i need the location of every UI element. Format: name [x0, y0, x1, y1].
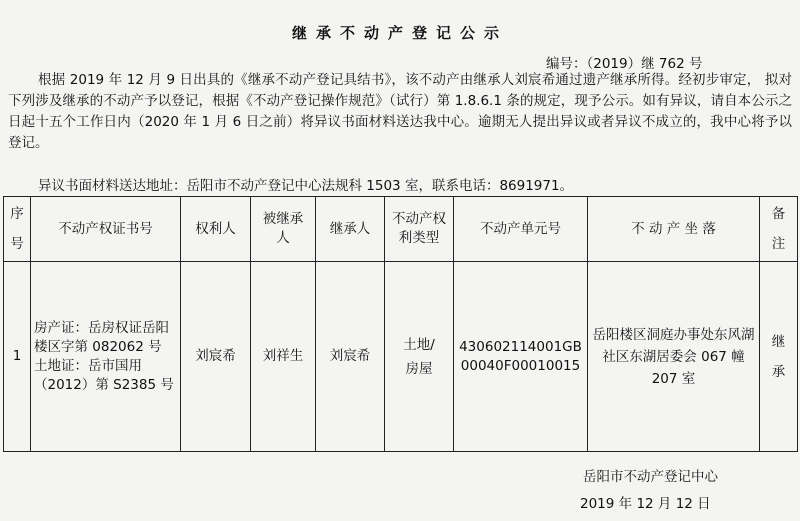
registration-table: [3, 196, 798, 452]
table-row: [4, 262, 798, 452]
cert-land: 土地证：岳市国用（2012）第 S2385 号: [34, 357, 174, 393]
header-decedent: 被继承人: [251, 197, 316, 262]
document-title: 继承不动产登记公示: [291, 24, 508, 42]
cell-location: 岳阳楼区洞庭办事处东风湖社区东湖居委会 067 幢 207 室: [588, 262, 760, 452]
header-location: 不 动 产 坐 落: [588, 197, 760, 262]
header-heir: 继承人: [316, 197, 385, 262]
cell-note: 继承: [760, 262, 798, 452]
cell-heir: 刘宸希: [316, 262, 385, 452]
document-number: 编号：（2019）继 762 号: [546, 56, 703, 72]
cell-unit-no: 430602114001GB00040F00010015: [454, 262, 588, 452]
cell-cert: [31, 262, 181, 452]
header-owner: 权利人: [181, 197, 251, 262]
header-note: 备注: [760, 197, 798, 262]
header-seq: 序号: [4, 197, 31, 262]
cell-owner: 刘宸希: [181, 262, 251, 452]
cell-decedent: 刘祥生: [251, 262, 316, 452]
cell-seq: 1: [4, 262, 31, 452]
issuer-signature: 岳阳市不动产登记中心: [583, 469, 718, 485]
header-unit-no: 不动产单元号: [454, 197, 588, 262]
objection-address-line: 异议书面材料送达地址：岳阳市不动产登记中心法规科 1503 室，联系电话：8691971。: [38, 178, 574, 194]
announcement-body: [8, 70, 792, 154]
table-header-row: [4, 197, 798, 262]
cell-right-type: 土地/房屋: [385, 262, 454, 452]
announcement-paragraph: 根据 2019 年 12 月 9 日出具的《继承不动产登记具结书》，该不动产由继承人刘宸希通过遗产继承所得。经初步审定， 拟对下列涉及继承的不动产予以登记，根据《不动产登记操作规范》（试行）第 1.8.6.1 条的规定，现予公示。如有异议，请自本公示之日起十五个工作日内（2020 年 1 月 6 日之前）将异议书面材料送达我中心。逾期无人提出异议或者异议不成立的，我中心将予以登记。: [8, 72, 792, 151]
cert-house: 房产证：岳房权证岳阳楼区字第 082062 号: [34, 319, 169, 355]
issue-date: 2019 年 12 月 12 日: [580, 496, 711, 512]
header-cert: 不动产权证书号: [31, 197, 181, 262]
header-right-type: 不动产权利类型: [385, 197, 454, 262]
